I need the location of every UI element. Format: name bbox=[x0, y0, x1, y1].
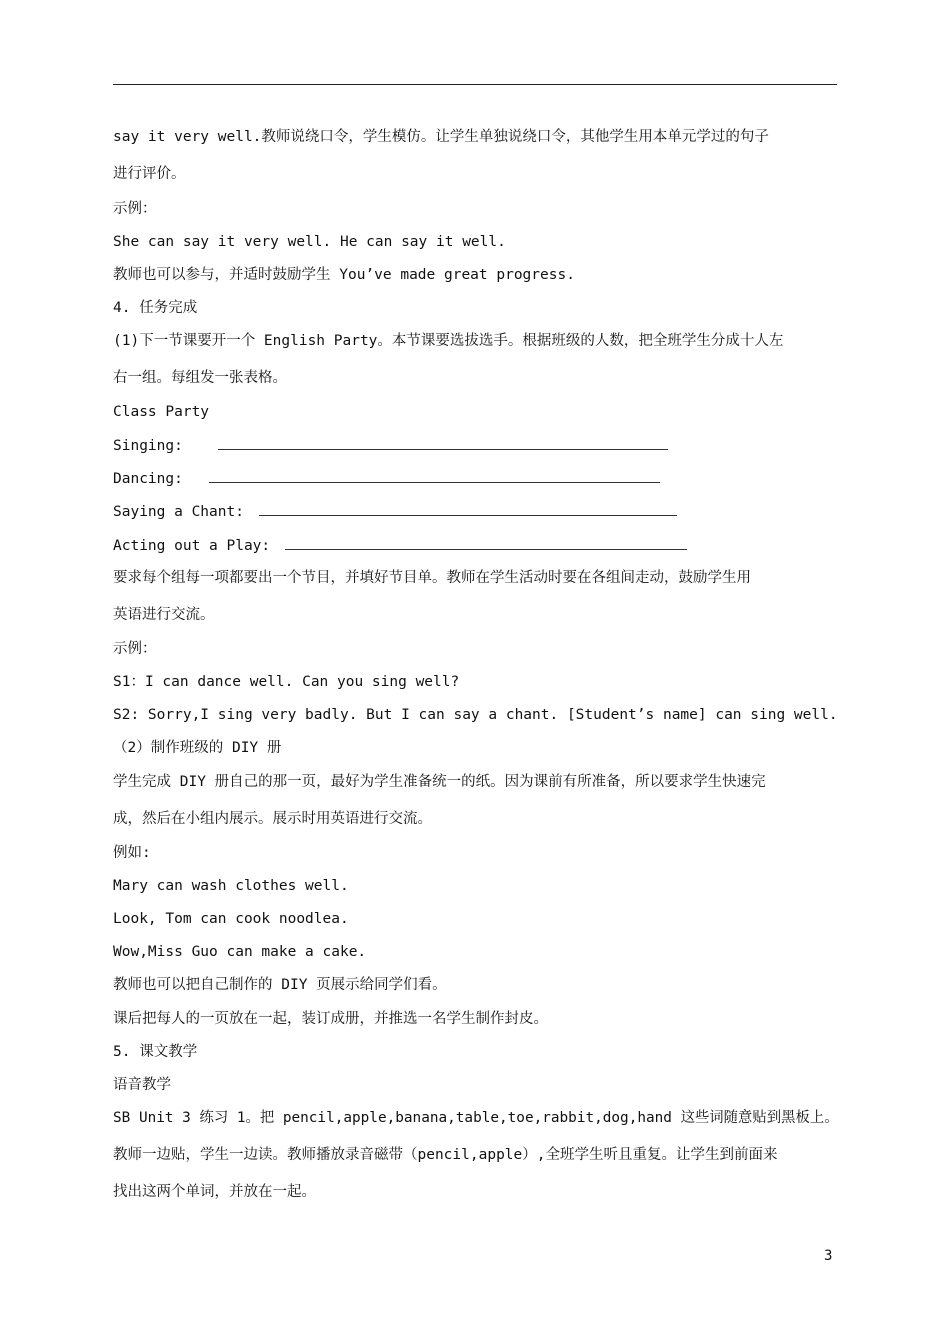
text-line: 成，然后在小组内展示。展示时用英语进行交流。 bbox=[113, 811, 432, 827]
text-line: say it very well.教师说绕口令，学生模仿。让学生单独说绕口令，其他学生用本单元学过的句子 bbox=[113, 129, 769, 145]
section-heading: 5. 课文教学 bbox=[113, 1044, 198, 1060]
header-rule bbox=[113, 84, 837, 85]
text-line: S1：I can dance well. Can you sing well? bbox=[113, 674, 460, 690]
text-line: Wow,Miss Guo can make a cake. bbox=[113, 944, 367, 960]
form-title: Class Party bbox=[113, 404, 210, 420]
form-label: Acting out a Play: bbox=[113, 538, 271, 554]
form-row-chant bbox=[113, 501, 677, 522]
form-label: Dancing: bbox=[113, 471, 183, 487]
text-line: 学生完成 DIY 册自己的那一页，最好为学生准备统一的纸。因为课前有所准备，所以要求学生快速完 bbox=[113, 774, 766, 790]
fill-in-blank bbox=[218, 435, 668, 450]
form-label: Singing: bbox=[113, 438, 183, 454]
section-heading: 4. 任务完成 bbox=[113, 300, 198, 316]
text-line: 英语进行交流。 bbox=[113, 607, 215, 623]
text-line: 例如: bbox=[113, 845, 151, 861]
text-line: S2: Sorry,I sing very badly. But I can say a chant. [Student’s name] can sing well. bbox=[113, 707, 838, 723]
text-line: 示例： bbox=[113, 201, 157, 217]
text-line: 找出这两个单词，并放在一起。 bbox=[113, 1184, 316, 1200]
text-line: 教师也可以把自己制作的 DIY 页展示给同学们看。 bbox=[113, 977, 447, 993]
text-line: 教师一边贴，学生一边读。教师播放录音磁带（pencil,apple）,全班学生听且重复。让学生到前面来 bbox=[113, 1147, 778, 1163]
text-line: 要求每个组每一项都要出一个节目，并填好节目单。教师在学生活动时要在各组间走动，鼓励学生用 bbox=[113, 570, 751, 586]
fill-in-blank bbox=[285, 535, 687, 550]
text-line: Look, Tom can cook noodlea. bbox=[113, 911, 349, 927]
text-line: 示例： bbox=[113, 641, 157, 657]
text-line: Mary can wash clothes well. bbox=[113, 878, 349, 894]
page-number: 3 bbox=[824, 1248, 833, 1264]
text-line: SB Unit 3 练习 1。把 pencil,apple,banana,table,toe,rabbit,dog,hand 这些词随意贴到黑板上。 bbox=[113, 1110, 839, 1126]
fill-in-blank bbox=[209, 468, 660, 483]
form-row-play bbox=[113, 535, 687, 556]
form-label: Saying a Chant: bbox=[113, 504, 244, 520]
form-row-singing bbox=[113, 435, 668, 456]
text-line: She can say it very well. He can say it well. bbox=[113, 234, 506, 250]
fill-in-blank bbox=[259, 501, 677, 516]
text-line: 教师也可以参与，并适时鼓励学生 You’ve made great progress. bbox=[113, 267, 575, 283]
text-line: (1)下一节课要开一个 English Party。本节课要选拔选手。根据班级的人数，把全班学生分成十人左 bbox=[113, 333, 784, 349]
text-line: 课后把每人的一页放在一起，装订成册，并推选一名学生制作封皮。 bbox=[113, 1011, 548, 1027]
text-line: 进行评价。 bbox=[113, 166, 186, 182]
subsection-heading: 语音教学 bbox=[113, 1077, 171, 1093]
form-row-dancing bbox=[113, 468, 660, 489]
subsection-heading: （2）制作班级的 DIY 册 bbox=[113, 740, 282, 756]
text-line: 右一组。每组发一张表格。 bbox=[113, 370, 287, 386]
